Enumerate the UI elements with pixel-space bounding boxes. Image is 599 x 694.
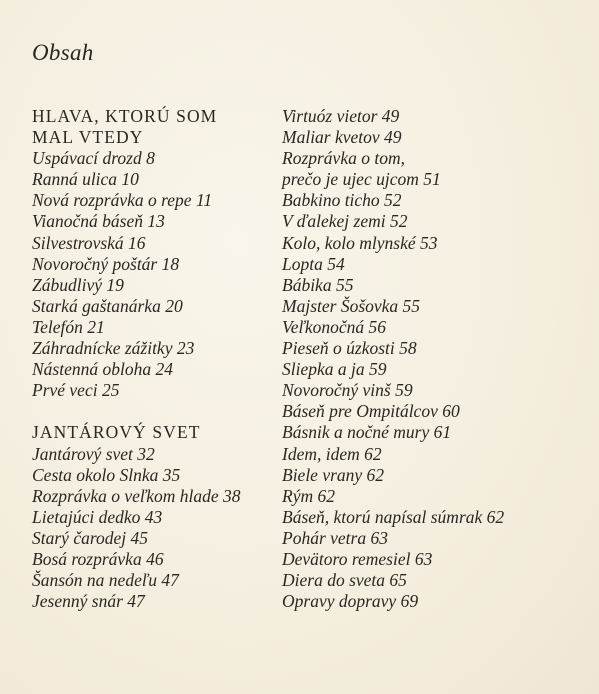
toc-entry: Pohár vetra 63 (282, 527, 388, 548)
toc-entry: Idem, idem 62 (282, 443, 382, 464)
toc-entry: Virtuóz vietor 49 (282, 106, 400, 126)
toc-entry: Devätoro remesiel 63 (282, 548, 433, 569)
toc-entry: Starý čarodej 45 (32, 527, 148, 548)
toc-entry: Diera do sveta 65 (282, 570, 407, 591)
toc-entry: Kolo, kolo mlynské 53 (282, 232, 438, 253)
toc-entry: Opravy dopravy 69 (282, 591, 419, 612)
toc-entry: Novoročný poštár 18 (32, 253, 180, 274)
toc-entry: Prvé veci 25 (32, 380, 120, 401)
toc-entry: Majster Šošovka 55 (282, 295, 421, 316)
toc-entry: Záhradnícke zážitky 23 (32, 338, 195, 359)
toc-entry: Silvestrovská 16 (32, 232, 146, 253)
toc-entry: Šansón na nedeľu 47 (32, 570, 179, 591)
toc-entry: Starká gaštanárka 20 (32, 295, 183, 316)
toc-entry: V ďalekej zemi 52 (282, 211, 408, 232)
section-heading: JANTÁROVÝ SVET (32, 422, 201, 443)
toc-entry: Nová rozprávka o repe 11 (32, 190, 213, 211)
toc-entry: Nástenná obloha 24 (32, 359, 173, 380)
toc-left-column (32, 106, 272, 612)
page-title: Obsah (32, 40, 94, 65)
toc-entry: Ranná ulica 10 (32, 169, 139, 190)
toc-entry: Báseň, ktorú napísal súmrak 62 (282, 506, 505, 527)
toc-entry: Lietajúci dedko 43 (32, 506, 163, 527)
toc-entry: Maliar kvetov 49 (282, 127, 402, 148)
toc-entry: Rým 62 (282, 485, 335, 506)
toc-entry: Báseň pre Ompitálcov 60 (282, 401, 460, 422)
toc-entry: Básnik a nočné mury 61 (282, 422, 452, 443)
toc-entry: Jantárový svet 32 (32, 443, 155, 464)
toc-entry: Telefón 21 (32, 316, 105, 337)
toc-entry: Bábika 55 (282, 274, 354, 295)
toc-entry: Vianočná báseň 13 (32, 211, 165, 232)
section-heading-line: HLAVA, KTORÚ SOM (32, 106, 218, 126)
toc-right-column (282, 106, 582, 612)
toc-entry: Pieseň o úzkosti 58 (282, 338, 417, 359)
toc-entry: Jesenný snár 47 (32, 591, 145, 612)
toc-entry: Rozprávka o veľkom hlade 38 (32, 485, 241, 506)
toc-entry: prečo je ujec ujcom 51 (282, 169, 441, 190)
toc-entry: Veľkonočná 56 (282, 316, 387, 337)
toc-entry: Zábudlivý 19 (32, 274, 124, 295)
toc-entry: Bosá rozprávka 46 (32, 548, 164, 569)
section-heading-line: MAL VTEDY (32, 127, 144, 148)
toc-entry: Uspávací drozd 8 (32, 148, 155, 169)
toc-entry: Babkino ticho 52 (282, 190, 402, 211)
toc-entry: Cesta okolo Slnka 35 (32, 464, 181, 485)
toc-entry: Rozprávka o tom, (282, 148, 405, 169)
toc-entry: Lopta 54 (282, 253, 345, 274)
toc-entry: Sliepka a ja 59 (282, 359, 387, 380)
toc-entry: Biele vrany 62 (282, 464, 385, 485)
section-gap (32, 401, 272, 422)
toc-entry: Novoročný vinš 59 (282, 380, 413, 401)
